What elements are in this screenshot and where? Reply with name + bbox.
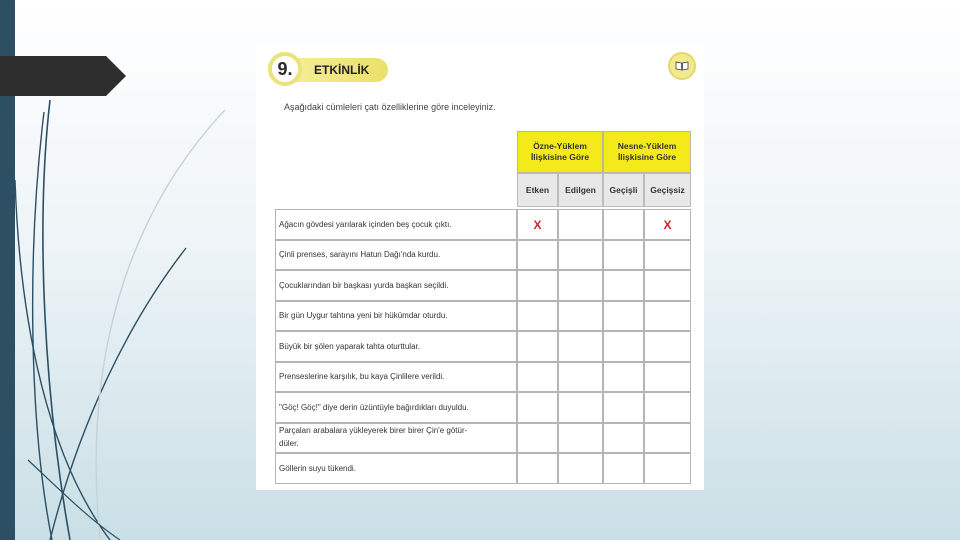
answer-cell[interactable] bbox=[517, 331, 558, 362]
sentence-row-label: Göllerin suyu tükendi. bbox=[275, 453, 517, 484]
group-header-object-label: Nesne-Yüklem İlişkisine Göre bbox=[617, 140, 677, 162]
activity-panel bbox=[256, 44, 704, 490]
answer-cell[interactable] bbox=[603, 453, 644, 484]
answer-cell[interactable] bbox=[517, 362, 558, 392]
answer-cell[interactable] bbox=[603, 392, 644, 423]
answer-cell[interactable] bbox=[603, 301, 644, 331]
answer-cell[interactable] bbox=[558, 423, 603, 453]
answer-cell[interactable] bbox=[558, 240, 603, 270]
answer-cell[interactable] bbox=[603, 331, 644, 362]
answer-cell[interactable] bbox=[603, 209, 644, 240]
answer-cell[interactable] bbox=[603, 240, 644, 270]
answer-cell[interactable] bbox=[644, 240, 691, 270]
sentence-row-label: "Göç! Göç!" diye derin üzüntüyle bağırdıkları duyuldu. bbox=[275, 392, 517, 423]
sentence-row-text: düler. bbox=[279, 439, 299, 448]
group-header-subject-label: Özne-Yüklem İlişkisine Göre bbox=[530, 140, 590, 162]
answer-cell[interactable] bbox=[603, 423, 644, 453]
answer-cell[interactable] bbox=[558, 270, 603, 301]
answer-cell[interactable] bbox=[558, 453, 603, 484]
answer-cell[interactable] bbox=[517, 270, 558, 301]
answer-cell[interactable] bbox=[644, 392, 691, 423]
column-header-edilgen: Edilgen bbox=[558, 173, 603, 207]
answer-cell[interactable] bbox=[517, 240, 558, 270]
column-header-gecissiz: Geçişsiz bbox=[644, 173, 691, 207]
sentence-row-label bbox=[275, 423, 517, 453]
answer-cell[interactable] bbox=[644, 270, 691, 301]
answer-cell[interactable] bbox=[558, 362, 603, 392]
answer-cell[interactable]: X bbox=[644, 209, 691, 240]
answer-cell[interactable] bbox=[558, 331, 603, 362]
answer-cell[interactable]: X bbox=[517, 209, 558, 240]
group-header-subject bbox=[517, 131, 603, 173]
answer-cell[interactable] bbox=[644, 301, 691, 331]
answer-cell[interactable] bbox=[558, 301, 603, 331]
answer-cell[interactable] bbox=[558, 392, 603, 423]
activity-number: 9. bbox=[268, 52, 302, 86]
sentence-row-label: Çinli prenses, sarayını Hatun Dağı'nda kurdu. bbox=[275, 240, 517, 270]
answer-cell[interactable] bbox=[517, 423, 558, 453]
answer-cell[interactable] bbox=[558, 209, 603, 240]
sentence-row-label: Çocuklarından bir başkası yurda başkan seçildi. bbox=[275, 270, 517, 301]
answer-cell[interactable] bbox=[603, 270, 644, 301]
sentence-row-text: Parçaları arabalara yükleyerek birer birer Çin'e götür- bbox=[279, 426, 468, 436]
activity-badge bbox=[268, 52, 390, 86]
answer-cell[interactable] bbox=[517, 301, 558, 331]
activity-title: ETKİNLİK bbox=[314, 63, 370, 77]
sentence-row-label: Bir gün Uygur tahtına yeni bir hükümdar oturdu. bbox=[275, 301, 517, 331]
answer-cell[interactable] bbox=[644, 362, 691, 392]
column-header-etken: Etken bbox=[517, 173, 558, 207]
sentence-row-label: Büyük bir şölen yaparak tahta oturttular. bbox=[275, 331, 517, 362]
answer-cell[interactable] bbox=[644, 453, 691, 484]
column-header-gecisli: Geçişli bbox=[603, 173, 644, 207]
answer-cell[interactable] bbox=[644, 331, 691, 362]
answer-cell[interactable] bbox=[644, 423, 691, 453]
answer-cell[interactable] bbox=[603, 362, 644, 392]
book-icon bbox=[668, 52, 696, 80]
group-header-object bbox=[603, 131, 691, 173]
sentence-row-label: Prenseslerine karşılık, bu kaya Çinlilere verildi. bbox=[275, 362, 517, 392]
decorative-lines bbox=[0, 0, 260, 540]
instruction-text: Aşağıdaki cümleleri çatı özelliklerine göre inceleyiniz. bbox=[284, 102, 496, 112]
sentence-row-label: Ağacın gövdesi yarılarak içinden beş çocuk çıktı. bbox=[275, 209, 517, 240]
answer-cell[interactable] bbox=[517, 453, 558, 484]
answer-cell[interactable] bbox=[517, 392, 558, 423]
